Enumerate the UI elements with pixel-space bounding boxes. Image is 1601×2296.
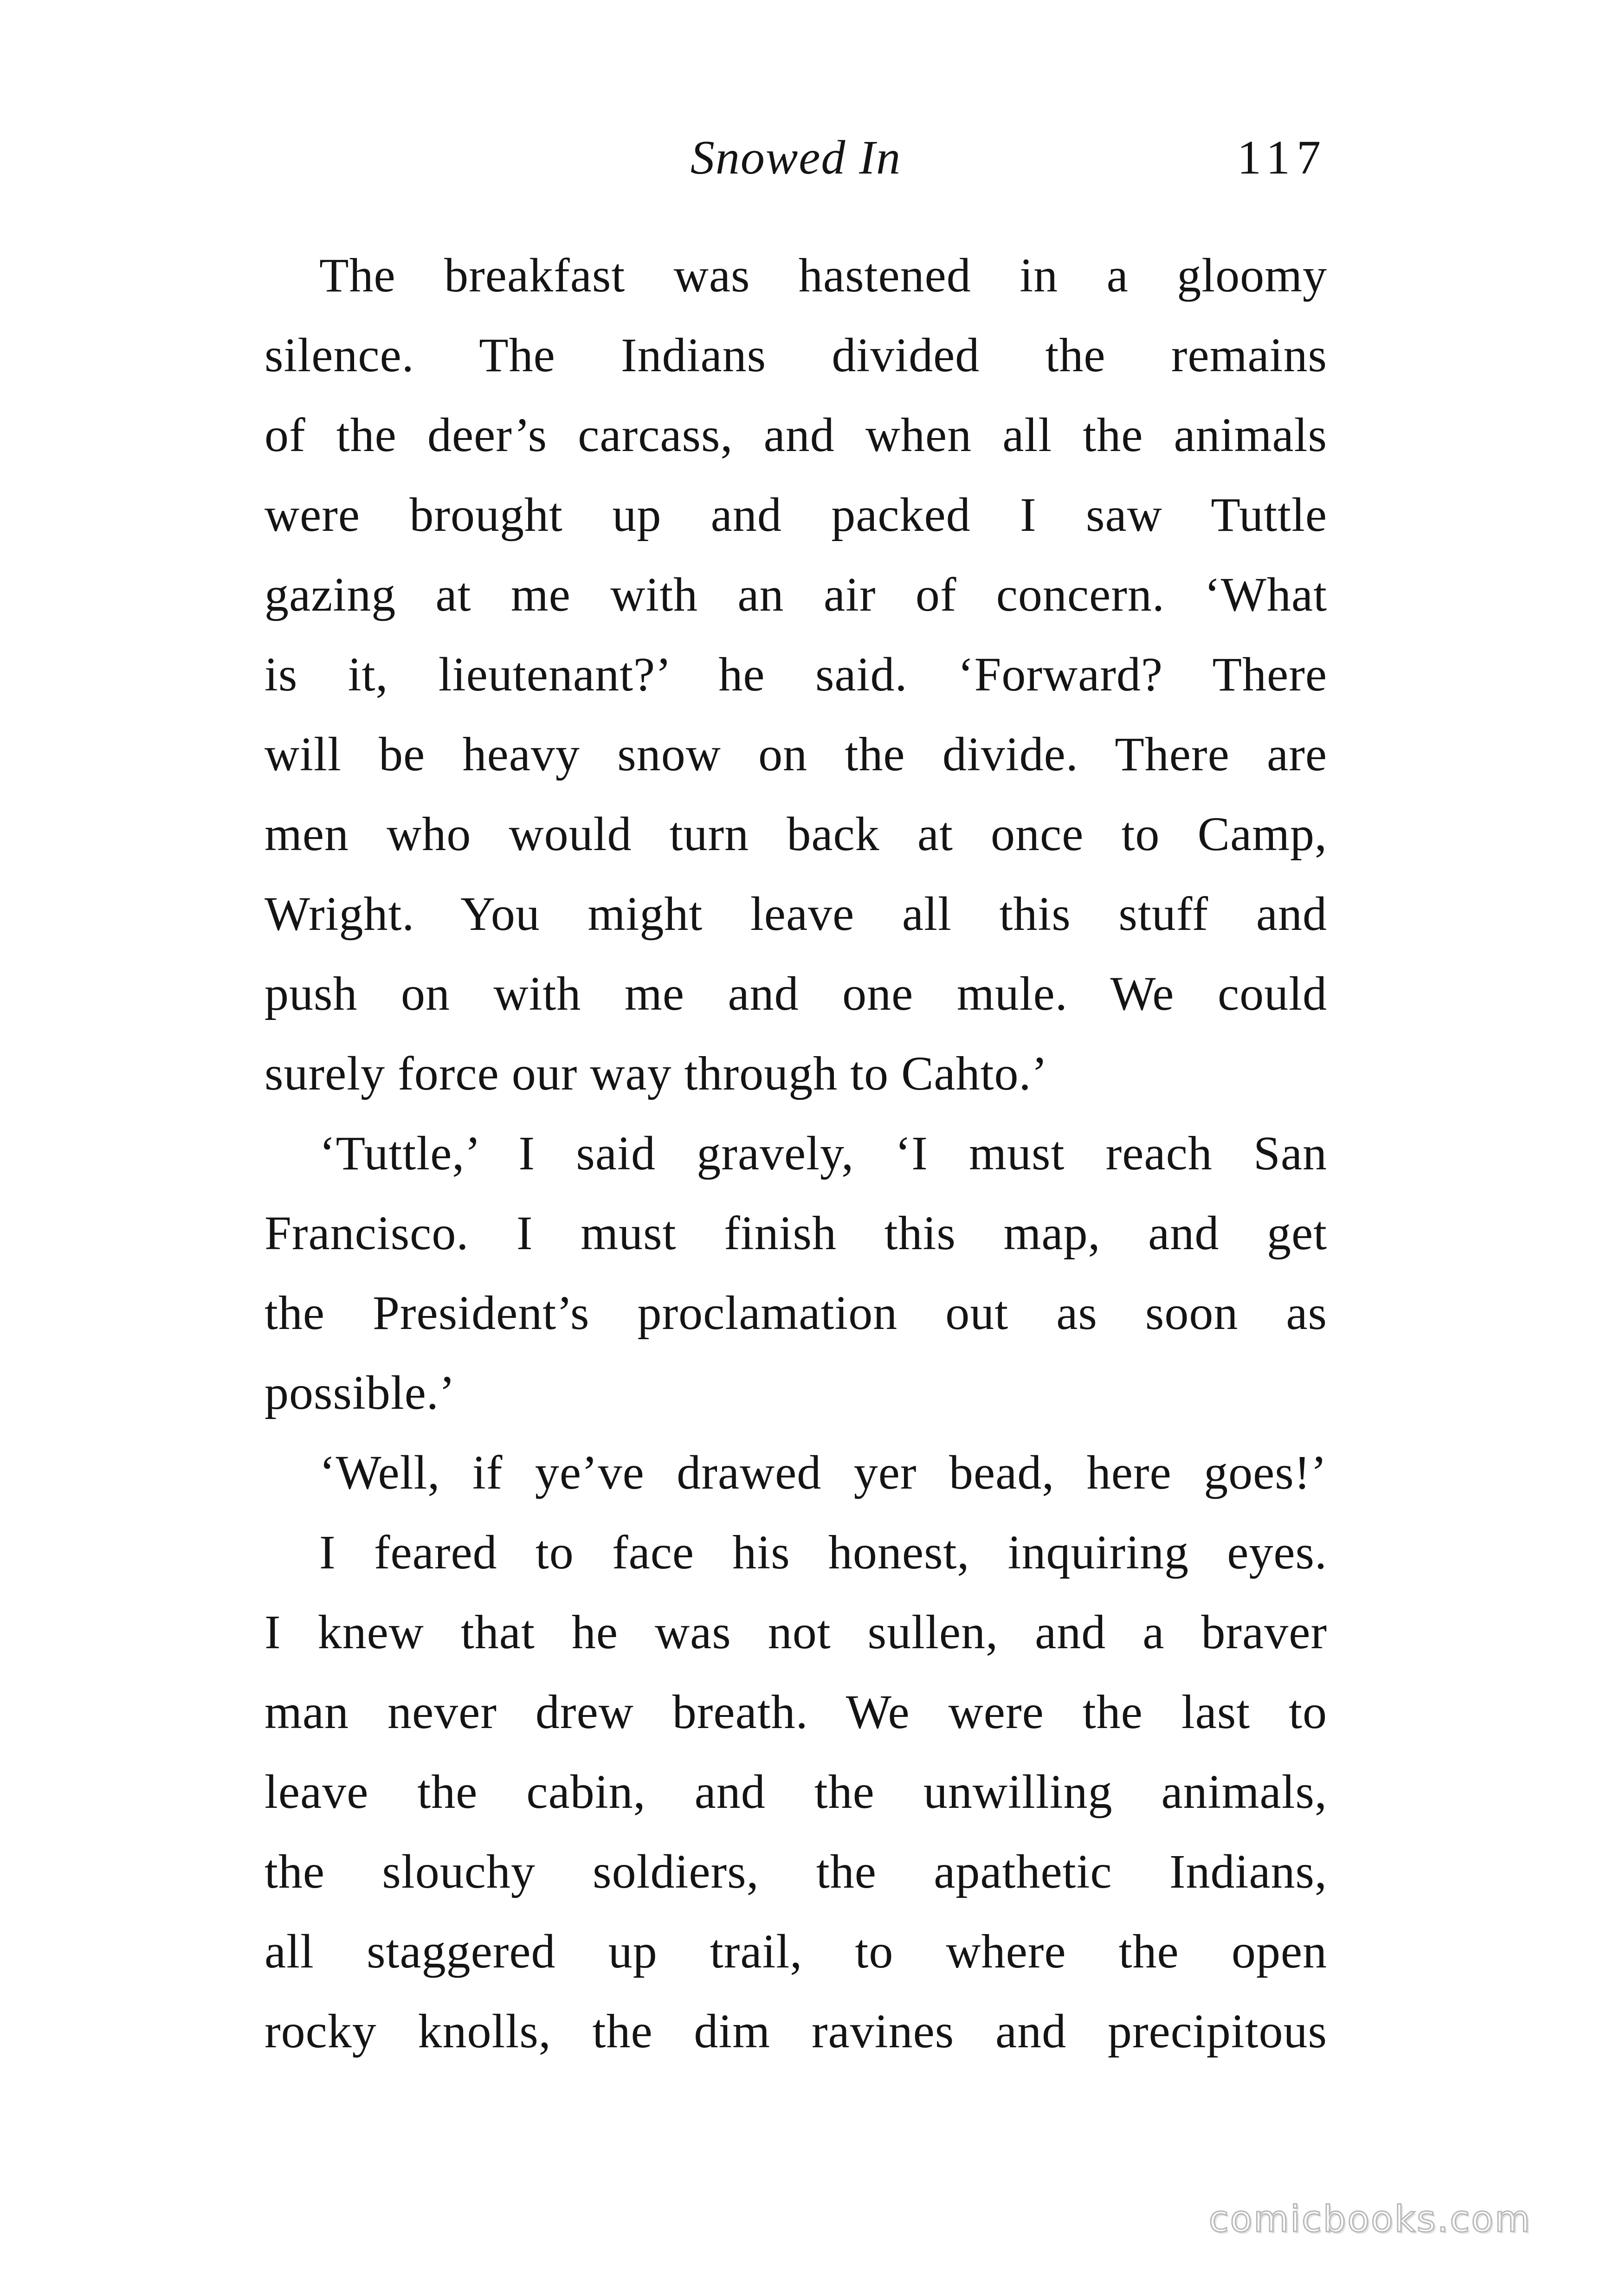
text-line: ‘Tuttle,’ I said gravely, ‘I must reach San [319,1127,1327,1180]
text-line: possible.’ [265,1366,456,1419]
text-line: is it, lieutenant?’ he said. ‘Forward? There [265,648,1327,701]
text-line: of the deer’s carcass, and when all the animals [265,408,1327,462]
text-line: were brought up and packed I saw Tuttle [265,488,1327,542]
watermark: comicbooks.com [1208,2199,1531,2240]
text-line: I feared to face his honest, inquiring eyes. [319,1526,1327,1579]
text-line: the slouchy soldiers, the apathetic Indians, [265,1845,1327,1898]
chapter-title: Snowed In [690,131,902,184]
text-line: silence. The Indians divided the remains [265,329,1327,382]
text-line: I knew that he was not sullen, and a braver [265,1606,1327,1659]
text-line: Francisco. I must finish this map, and get [265,1206,1327,1260]
text-line: men who would turn back at once to Camp, [265,807,1327,861]
text-line: gazing at me with an air of concern. ‘What [265,568,1327,621]
text-line: the President’s proclamation out as soon as [265,1286,1327,1340]
page-number: 117 [1237,131,1327,184]
text-line: The breakfast was hastened in a gloomy [319,249,1327,302]
text-line: push on with me and one mule. We could [265,967,1327,1020]
text-line: will be heavy snow on the divide. There are [265,728,1327,781]
text-line: leave the cabin, and the unwilling animals, [265,1765,1327,1819]
text-line: rocky knolls, the dim ravines and precipitous [265,2005,1327,2058]
text-line: man never drew breath. We were the last to [265,1685,1327,1739]
text-line: surely force our way through to Cahto.’ [265,1047,1048,1100]
text-line: all staggered up trail, to where the open [265,1925,1327,1978]
text-line: ‘Well, if ye’ve drawed yer bead, here goes!’ [319,1446,1327,1499]
running-header [265,125,1327,190]
body-text [265,236,1327,2071]
text-line: Wright. You might leave all this stuff and [265,887,1327,941]
